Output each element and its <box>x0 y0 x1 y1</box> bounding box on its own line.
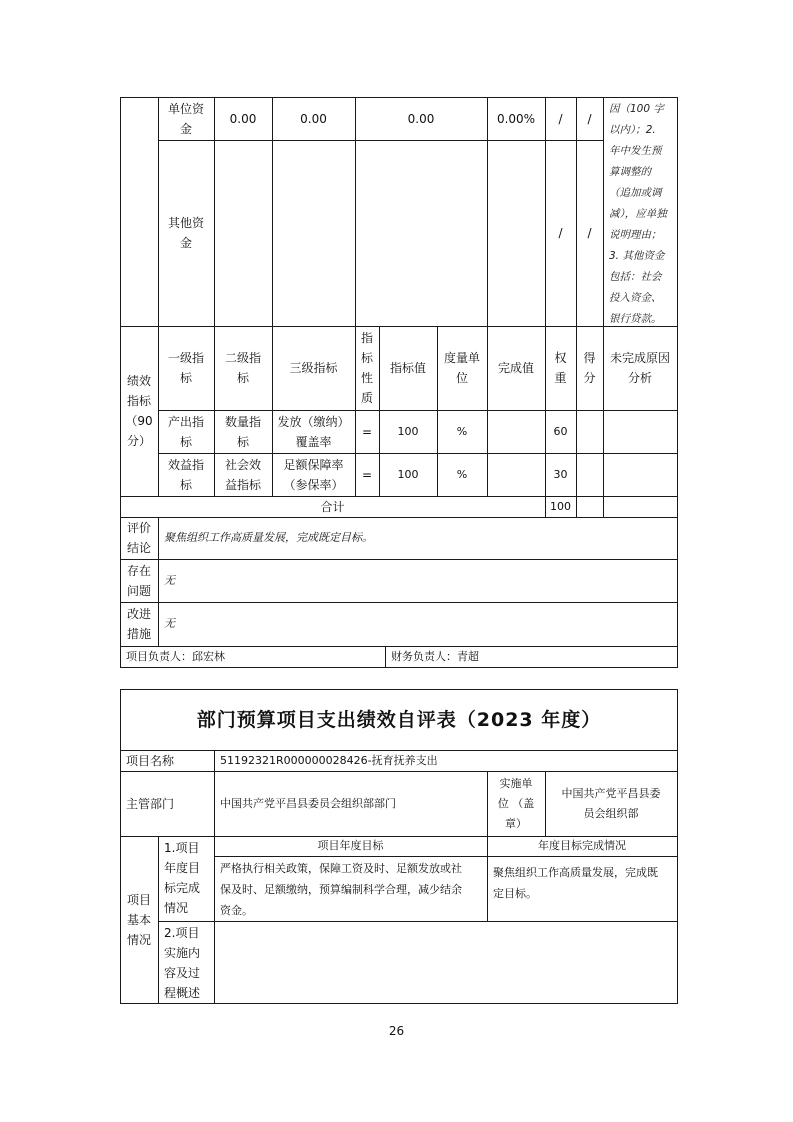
conclusion-text: 聚焦组织工作高质量发展，完成既定目标。 <box>164 531 373 544</box>
header-level1: 一级指 标 <box>167 351 204 385</box>
conclusion-label: 评价 结论 <box>126 521 151 555</box>
header-value: 指标值 <box>389 361 426 375</box>
header-weight: 权 重 <box>554 351 567 385</box>
done-header: 年度目标完成情况 <box>538 839 626 852</box>
t1-rule <box>158 140 604 141</box>
issues-label: 存在 问题 <box>126 563 151 598</box>
project-name-label: 项目名称 <box>126 753 175 768</box>
header-unit: 度量单 位 <box>443 351 480 385</box>
unit-fund-value-1: 0.00 <box>229 111 257 126</box>
row1-value: 100 <box>397 424 419 438</box>
total-label: 合计 <box>320 499 345 514</box>
form-title: 部门预算项目支出绩效自评表（2023 年度） <box>196 708 602 731</box>
row2-level2: 社会效 益指标 <box>224 457 261 492</box>
row1-level2: 数量指 标 <box>224 414 261 449</box>
row2-value: 100 <box>397 467 419 481</box>
header-reason: 未完成原因 分析 <box>609 351 670 385</box>
unit-fund-slash-1: / <box>558 111 563 126</box>
header-level2: 二级指 标 <box>224 351 261 385</box>
row2-level3: 足额保障率 （参保率） <box>283 457 344 492</box>
header-level3: 三级指标 <box>289 361 338 375</box>
perf-indicator-label: 绩效 指标 （90 分） <box>125 374 153 448</box>
other-fund-slash-2: / <box>587 226 592 240</box>
fund-note: 因（100 字 以内）；2. 年中发生预 算调整的 （追加或调 减），应单独 说明理由； 3. 其他资金 包括：社会 投入资金、 银行贷款。 <box>609 103 667 325</box>
row2-weight: 30 <box>553 467 568 481</box>
improve-text: 无 <box>164 617 175 630</box>
project-name-value: 51192321R000000028426-抚育抚养支出 <box>220 753 438 767</box>
issues-text: 无 <box>164 573 175 587</box>
impl-unit-label: 实施单 位 （盖 章） <box>497 776 535 830</box>
finance-leader: 财务负责人：青超 <box>391 649 479 663</box>
dept-label: 主管部门 <box>126 796 175 811</box>
row1-nature: = <box>361 424 373 439</box>
row1-weight: 60 <box>553 424 568 438</box>
unit-fund-label: 单位资 金 <box>167 101 204 136</box>
row1-level3: 发放（缴纳） 覆盖率 <box>277 414 350 449</box>
page-number: 26 <box>388 1024 405 1038</box>
total-weight: 100 <box>550 499 571 513</box>
impl-unit-value: 中国共产党平昌县委 员会组织部 <box>561 786 661 820</box>
unit-fund-value-2: 0.00 <box>300 111 327 126</box>
goal-header: 项目年度目标 <box>317 839 384 852</box>
impl-text <box>214 921 677 1003</box>
dept-value: 中国共产党平昌县委员会组织部部门 <box>220 796 396 810</box>
basic-info-label: 项目 基本 情况 <box>126 892 151 947</box>
header-score: 得 分 <box>583 351 596 385</box>
t1-col <box>487 97 488 496</box>
row2-nature: = <box>361 467 373 482</box>
header-done: 完成值 <box>497 361 534 375</box>
goal-label: 1.项目 年度目 标完成 情况 <box>164 841 201 915</box>
unit-fund-value-3: 0.00 <box>407 111 435 126</box>
improve-label: 改进 措施 <box>126 607 151 641</box>
other-fund-slash-1: / <box>558 226 563 240</box>
row1-level1: 产出指 标 <box>167 414 204 449</box>
t1-border-right <box>677 97 678 667</box>
unit-fund-rate: 0.00% <box>496 111 536 126</box>
t1-border-bottom <box>120 667 678 668</box>
header-nature: 指 标 性 质 <box>360 331 373 405</box>
other-fund-label: 其他资 金 <box>167 216 204 250</box>
impl-label: 2.项目 实施内 容及过 程概述 <box>164 926 201 1000</box>
project-leader: 项目负责人：邱宏林 <box>126 649 225 663</box>
done-text: 聚焦组织工作高质量发展，完成既 定目标。 <box>493 866 658 900</box>
row1-unit: % <box>456 424 468 438</box>
goal-text: 严格执行相关政策，保障工资及时、足额发放或社 保及时、足额缴纳，预算编制科学合理，减少结余 资金。 <box>220 862 462 917</box>
unit-fund-slash-2: / <box>587 111 592 126</box>
row2-level1: 效益指 标 <box>167 457 204 492</box>
t2-border-bottom <box>120 1003 678 1004</box>
row2-unit: % <box>456 467 468 481</box>
